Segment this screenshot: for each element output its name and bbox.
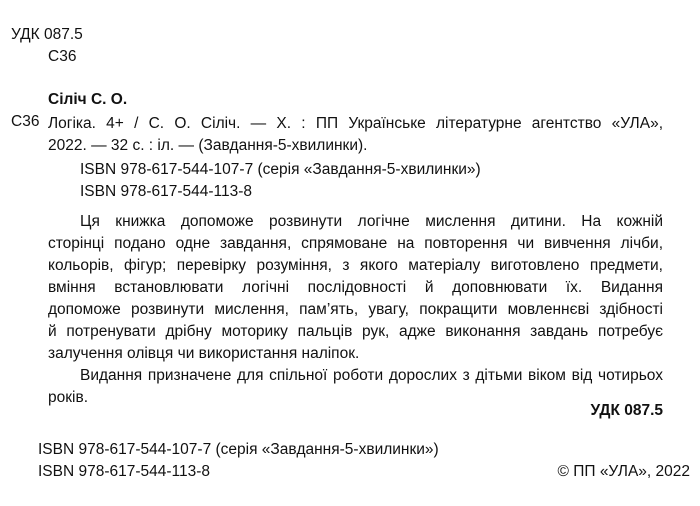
annotation-line: допоможе розвинути мислення, пам’ять, увагу, покращити мовленнєві здібності — [48, 301, 663, 318]
annotation-line: й потренувати дрібну моторику пальців рук, адже виконання завдань потребує — [48, 323, 663, 340]
author-heading: Сіліч С. О. — [48, 91, 128, 108]
annotation-line: Видання призначене для спільної роботи дорослих з дітьми віком від чотирьох — [80, 367, 663, 384]
annotation-line: сторінці подано одне завдання, спрямоване на повторення чи вивчення лічби, — [48, 235, 663, 252]
biblio-line-2: 2022. — 32 с. : іл. — (Завдання-5-хвилинки). — [48, 137, 368, 154]
author-mark: С36 — [11, 113, 40, 130]
annotation-line: кольорів, фігур; перевірку розуміння, з якого матеріалу виготовлено предмети, — [48, 257, 663, 274]
annotation-paragraph-2 — [48, 365, 663, 409]
udk-code-bottom: УДК 087.5 — [590, 402, 663, 419]
isbn-bottom-2: ISBN 978-617-544-113-8 — [38, 463, 211, 480]
isbn-top-2: ISBN 978-617-544-113-8 — [80, 183, 253, 200]
copyright-notice: © ПП «УЛА», 2022 — [557, 463, 690, 480]
biblio-line-1: Логіка. 4+ / С. О. Сіліч. — Х. : ПП Українське літературне агентство «УЛА», — [48, 115, 663, 132]
annotation-line: Ця книжка допоможе розвинути логічне мислення дитини. На кожній — [80, 213, 663, 230]
annotation-line: залучення олівця чи використання наліпок. — [48, 345, 360, 362]
bbk-code-header: С36 — [48, 48, 77, 65]
annotation-paragraph-1 — [48, 211, 663, 365]
annotation-line: років. — [48, 389, 89, 406]
isbn-top-1: ISBN 978-617-544-107-7 (серія «Завдання-5-хвилинки») — [80, 161, 481, 178]
udk-code-header: УДК 087.5 — [11, 26, 83, 43]
bibliographic-description — [48, 113, 663, 157]
isbn-bottom-1: ISBN 978-617-544-107-7 (серія «Завдання-5-хвилинки») — [38, 441, 439, 458]
annotation-line: вміння встановлювати логічні послідовності й доповнювати їх. Видання — [48, 279, 663, 296]
